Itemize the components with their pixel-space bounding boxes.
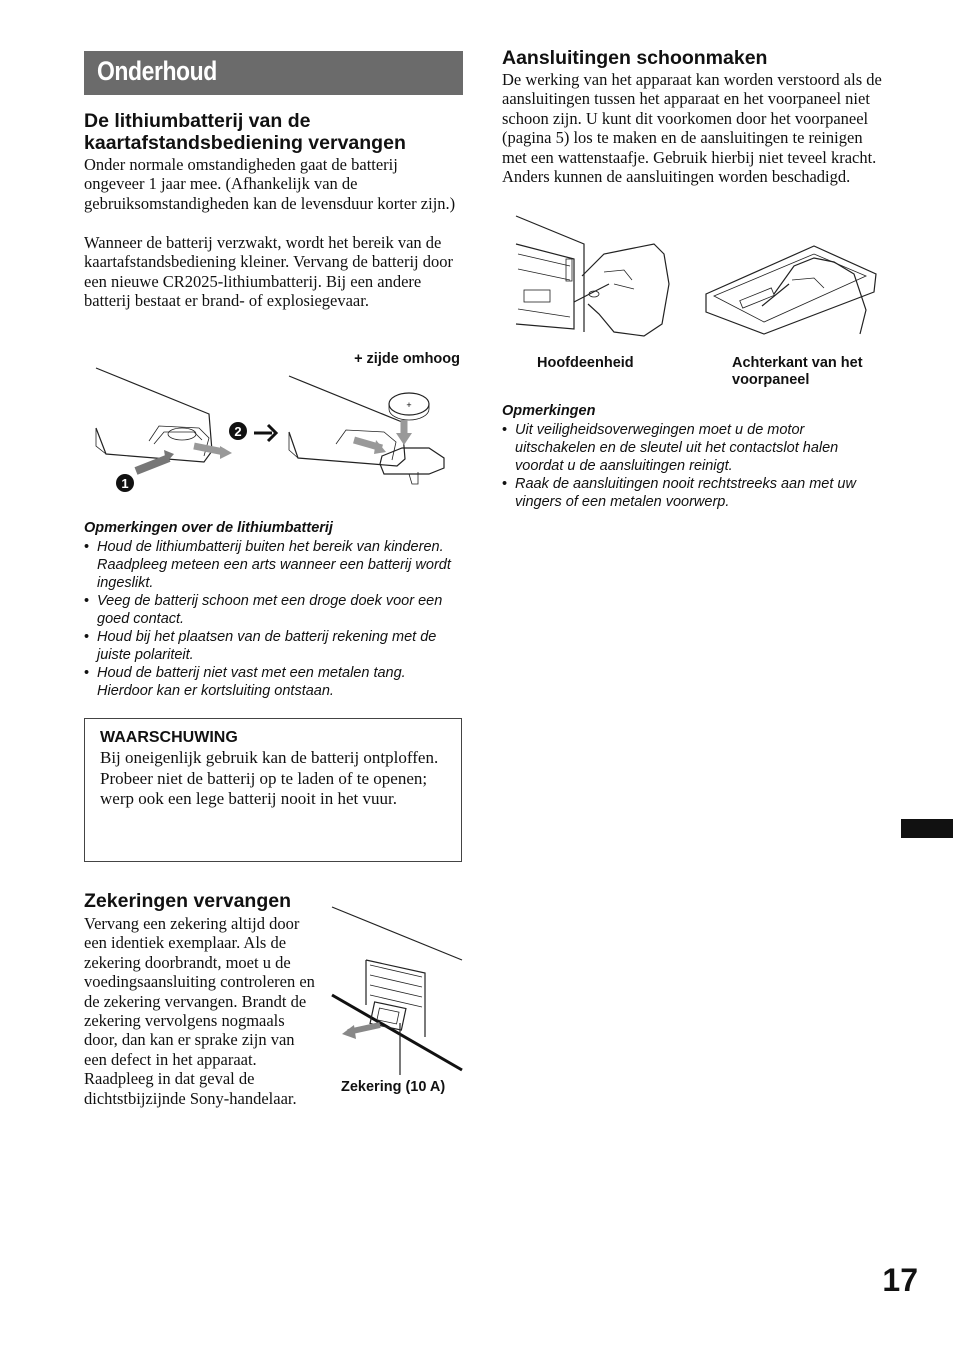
step-1-label: 1 bbox=[121, 476, 129, 491]
warning-title: WAARSCHUWING bbox=[100, 729, 238, 746]
battery-note-item: • Houd bij het plaatsen van de batterij rekening met de juiste polariteit. bbox=[84, 628, 462, 664]
section-title-bar bbox=[84, 51, 463, 95]
connectors-note-item: • Uit veiligheidsoverwegingen moet u de motor uitschakelen en de sleutel uit het contactslot halen voordat u de aansluitingen reinigt. bbox=[502, 421, 880, 475]
connectors-illustration bbox=[514, 214, 880, 339]
page-number: 17 bbox=[882, 1262, 918, 1298]
caption-panel-back: Achterkant van het voorpaneel bbox=[732, 355, 863, 388]
connectors-notes-list bbox=[502, 421, 880, 511]
section-title: Onderhoud bbox=[97, 56, 217, 86]
battery-note-item: • Houd de lithiumbatterij buiten het bereik van kinderen. Raadpleeg meteen een arts wanneer een batterij wordt ingeslikt. bbox=[84, 538, 462, 592]
fuse-illustration bbox=[330, 905, 464, 1075]
battery-para-1: Onder normale omstandigheden gaat de batterij ongeveer 1 jaar mee. (Afhankelijk van de gebruiksomstandigheden kan de levensduur korter zijn.) bbox=[84, 155, 456, 213]
warning-line-1: Bij oneigenlijk gebruik kan de batterij ontploffen. bbox=[100, 748, 439, 767]
fuse-para: Vervang een zekering altijd door een identiek exemplaar. Als de zekering doorbrandt, moet u de voedingsaansluiting controleren en de zekering vervangen. Brandt de zekering vervolgens nogmaals door, dan kan er sprake zijn van een defect in het apparaat. Raadpleeg in dat geval de dichtstbijzijnde Sony-handelaar. bbox=[84, 914, 315, 1108]
fuse-caption: Zekering (10 A) bbox=[341, 1079, 446, 1095]
connectors-heading: Aansluitingen schoonmaken bbox=[502, 47, 768, 69]
battery-note-item: • Houd de batterij niet vast met een metalen tang. Hierdoor kan er kortsluiting ontstaan. bbox=[84, 664, 462, 700]
battery-para-2: Wanneer de batterij verzwakt, wordt het bereik van de kaartafstandsbediening kleiner. Vervang de batterij door een nieuwe CR2025-lithiumbatterij. Bij een andere batterij bestaat er brand- of explosiegevaar. bbox=[84, 233, 453, 311]
warning-line-2: Probeer niet de batterij op te laden of te openen; werp ook een lege batterij nooit in het vuur. bbox=[100, 768, 428, 808]
caption-main-unit: Hoofdeenheid bbox=[537, 355, 634, 371]
battery-notes-list bbox=[84, 538, 462, 700]
battery-note-item: • Veeg de batterij schoon met een droge doek voor een goed contact. bbox=[84, 592, 462, 628]
connectors-para: De werking van het apparaat kan worden verstoord als de aansluitingen tussen het apparaat en het voorpaneel niet schoon zijn. U kunt dit voorkomen door het voorpaneel (pagina 5) los te maken en de aansluitingen te reinigen met een wattenstaafje. Gebruik hierbij niet teveel kracht. Anders kunnen de aansluitingen worden beschadigd. bbox=[502, 70, 882, 187]
svg-text:+: + bbox=[406, 400, 412, 410]
battery-heading: De lithiumbatterij van de kaartafstandsbediening vervangen bbox=[84, 110, 406, 154]
warning-body bbox=[100, 748, 445, 810]
fuse-heading: Zekeringen vervangen bbox=[84, 890, 291, 912]
language-side-tab bbox=[901, 819, 953, 838]
connectors-notes-title: Opmerkingen bbox=[502, 403, 596, 419]
step-2-label: 2 bbox=[234, 424, 242, 439]
battery-notes-title: Opmerkingen over de lithiumbatterij bbox=[84, 520, 333, 536]
battery-side-label: + zijde omhoog bbox=[354, 351, 460, 367]
warning-box bbox=[84, 718, 462, 862]
battery-replacement-illustration bbox=[84, 366, 464, 496]
connectors-note-item: • Raak de aansluitingen nooit rechtstreeks aan met uw vingers of een metalen voorwerp. bbox=[502, 475, 880, 511]
